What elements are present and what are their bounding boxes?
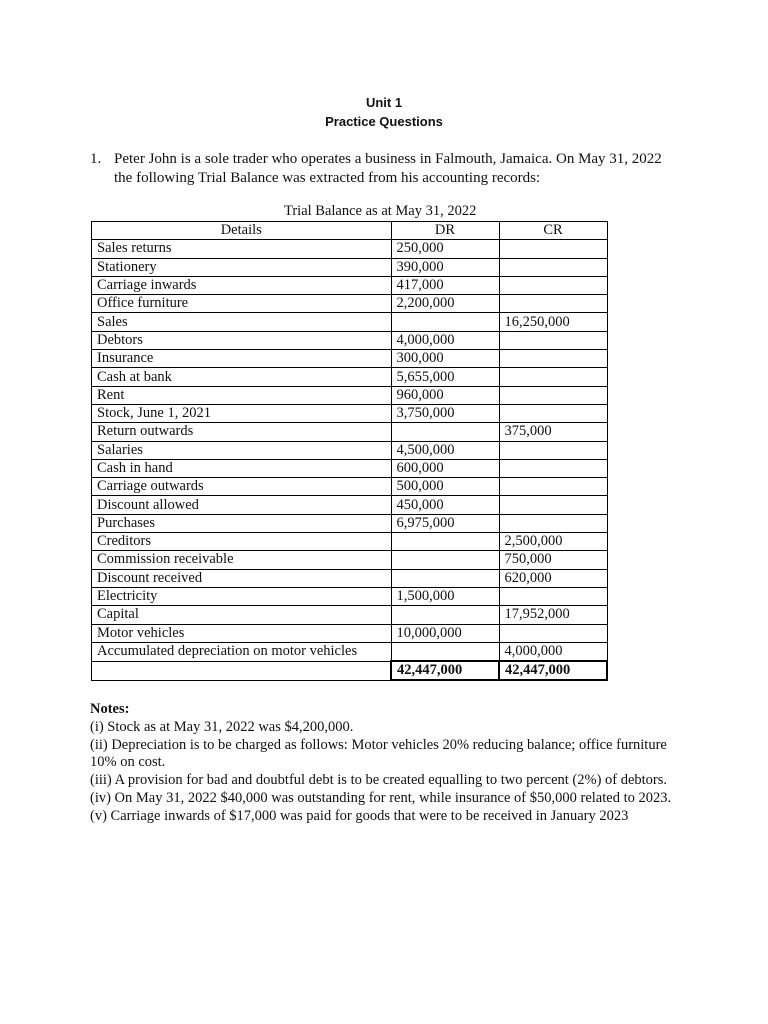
- table-row: [92, 350, 608, 368]
- row-dr: [391, 551, 499, 569]
- row-dr: 300,000: [391, 350, 499, 368]
- row-details: Discount received: [92, 569, 392, 587]
- row-cr: 16,250,000: [499, 313, 607, 331]
- table-row: [92, 606, 608, 624]
- table-row: [92, 496, 608, 514]
- question-number: 1.: [90, 151, 102, 167]
- row-cr: [499, 240, 607, 258]
- table-row: [92, 240, 608, 258]
- row-dr: 3,750,000: [391, 404, 499, 422]
- notes-section: [90, 701, 680, 826]
- totals-row: [92, 661, 608, 680]
- table-row: [92, 386, 608, 404]
- row-details: Purchases: [92, 514, 392, 532]
- row-details: Sales returns: [92, 240, 392, 258]
- table-row: [92, 295, 608, 313]
- row-dr: [391, 569, 499, 587]
- row-dr: 6,975,000: [391, 514, 499, 532]
- row-cr: 17,952,000: [499, 606, 607, 624]
- row-details: Capital: [92, 606, 392, 624]
- row-details: Commission receivable: [92, 551, 392, 569]
- table-row: [92, 478, 608, 496]
- table-row: [92, 533, 608, 551]
- row-cr: [499, 404, 607, 422]
- row-cr: [499, 386, 607, 404]
- row-dr: [391, 533, 499, 551]
- row-cr: 375,000: [499, 423, 607, 441]
- row-dr: 450,000: [391, 496, 499, 514]
- row-cr: [499, 624, 607, 642]
- row-dr: 4,000,000: [391, 331, 499, 349]
- table-row: [92, 459, 608, 477]
- table-row: [92, 368, 608, 386]
- notes-title: Notes:: [90, 701, 130, 717]
- row-cr: 4,000,000: [499, 642, 607, 661]
- row-cr: [499, 587, 607, 605]
- note-item: (iv) On May 31, 2022 $40,000 was outstanding for rent, while insurance of $50,000 related to 2023.: [90, 789, 672, 806]
- row-details: Stock, June 1, 2021: [92, 404, 392, 422]
- note-item: (v) Carriage inwards of $17,000 was paid for goods that were to be received in January 2023: [90, 807, 629, 824]
- row-details: Creditors: [92, 533, 392, 551]
- column-header-cr: CR: [499, 222, 607, 240]
- row-cr: [499, 368, 607, 386]
- note-item: (i) Stock as at May 31, 2022 was $4,200,000.: [90, 718, 354, 735]
- row-cr: [499, 258, 607, 276]
- row-cr: [499, 514, 607, 532]
- row-details: Sales: [92, 313, 392, 331]
- row-dr: [391, 606, 499, 624]
- row-details: Carriage inwards: [92, 276, 392, 294]
- row-dr: 600,000: [391, 459, 499, 477]
- table-row: [92, 624, 608, 642]
- table-row: [92, 551, 608, 569]
- row-cr: 2,500,000: [499, 533, 607, 551]
- row-dr: 5,655,000: [391, 368, 499, 386]
- row-cr: [499, 496, 607, 514]
- row-dr: 500,000: [391, 478, 499, 496]
- row-details: Office furniture: [92, 295, 392, 313]
- row-details: Carriage outwards: [92, 478, 392, 496]
- table-header-row: [92, 222, 608, 240]
- unit-heading: Unit 1: [365, 95, 403, 110]
- row-details: Salaries: [92, 441, 392, 459]
- total-cr: 42,447,000: [499, 661, 607, 680]
- row-cr: [499, 459, 607, 477]
- table-row: [92, 276, 608, 294]
- row-details: Return outwards: [92, 423, 392, 441]
- row-dr: 1,500,000: [391, 587, 499, 605]
- row-dr: [391, 313, 499, 331]
- row-cr: [499, 295, 607, 313]
- total-dr: 42,447,000: [391, 661, 499, 680]
- row-details: Rent: [92, 386, 392, 404]
- row-details: Debtors: [92, 331, 392, 349]
- trial-balance-body: [92, 240, 608, 661]
- totals-label: [92, 661, 392, 680]
- row-cr: [499, 331, 607, 349]
- row-dr: 390,000: [391, 258, 499, 276]
- question-1: [90, 150, 680, 188]
- row-dr: 4,500,000: [391, 441, 499, 459]
- row-cr: [499, 276, 607, 294]
- row-cr: [499, 350, 607, 368]
- row-details: Cash at bank: [92, 368, 392, 386]
- row-details: Accumulated depreciation on motor vehicles: [92, 642, 392, 661]
- note-item: (ii) Depreciation is to be charged as follows: Motor vehicles 20% reducing balance; office furniture 10% on cost.: [90, 736, 667, 771]
- row-dr: [391, 642, 499, 661]
- table-row: [92, 514, 608, 532]
- table-row: [92, 258, 608, 276]
- row-details: Motor vehicles: [92, 624, 392, 642]
- row-dr: [391, 423, 499, 441]
- column-header-dr: DR: [391, 222, 499, 240]
- trial-balance-table: [91, 221, 608, 681]
- row-cr: [499, 441, 607, 459]
- row-details: Insurance: [92, 350, 392, 368]
- table-row: [92, 642, 608, 661]
- row-dr: 2,200,000: [391, 295, 499, 313]
- section-subtitle: Practice Questions: [325, 114, 443, 129]
- row-dr: 417,000: [391, 276, 499, 294]
- table-row: [92, 423, 608, 441]
- question-text: Peter John is a sole trader who operates a business in Falmouth, Jamaica. On May 31, 2022 the following Trial Balance was extracted from his accounting records:: [114, 151, 662, 186]
- table-row: [92, 587, 608, 605]
- row-cr: 750,000: [499, 551, 607, 569]
- row-details: Stationery: [92, 258, 392, 276]
- row-details: Discount allowed: [92, 496, 392, 514]
- row-dr: 10,000,000: [391, 624, 499, 642]
- row-dr: 960,000: [391, 386, 499, 404]
- note-item: (iii) A provision for bad and doubtful debt is to be created equalling to two percent (2%) of debtors.: [90, 772, 668, 789]
- row-details: Electricity: [92, 587, 392, 605]
- row-cr: [499, 478, 607, 496]
- column-header-details: Details: [92, 222, 392, 240]
- row-details: Cash in hand: [92, 459, 392, 477]
- table-row: [92, 569, 608, 587]
- row-cr: 620,000: [499, 569, 607, 587]
- table-row: [92, 331, 608, 349]
- table-row: [92, 313, 608, 331]
- trial-balance-caption: Trial Balance as at May 31, 2022: [284, 203, 477, 219]
- table-row: [92, 404, 608, 422]
- row-dr: 250,000: [391, 240, 499, 258]
- table-row: [92, 441, 608, 459]
